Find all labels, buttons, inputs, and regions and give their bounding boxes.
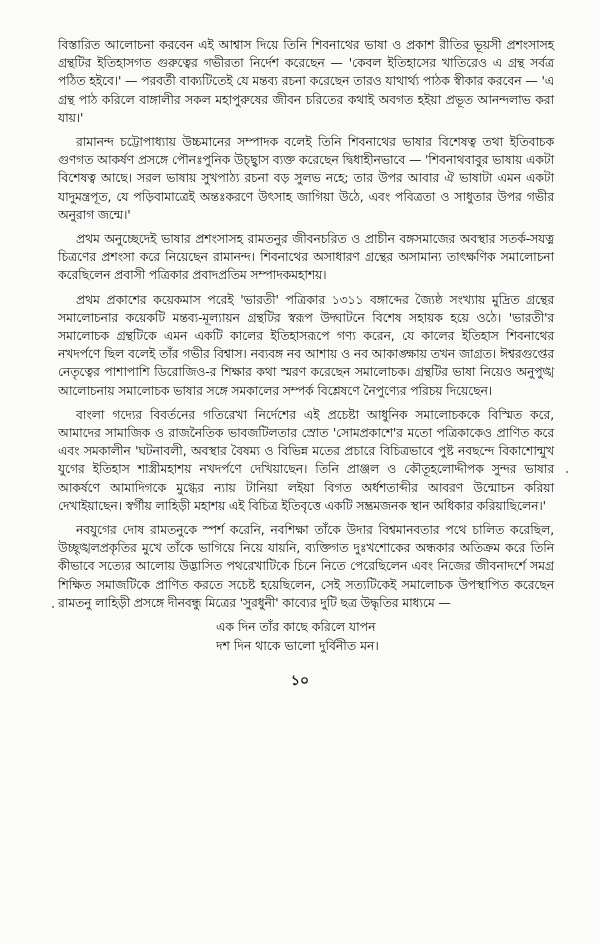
paragraph-4: প্রথম প্রকাশের কয়েকমাস পরেই 'ভারতী' পত্রিকার ১৩১১ বঙ্গাব্দের জ্যৈষ্ঠ সংখ্যায় মুদ্রিত গ্রন্থের সমালোচনার কয়েকটি মন্তব্য-মূল্যায়ন গ্রন্থটির স্বরূপ উদ্ঘাটনে বিশেষ সহায়ক হয়ে ওঠে। 'ভারতী'র সমালোচক গ্রন্থটিকে এমন একটি কালের ইতিহাসরূপে গণ্য করেন, যে কালের ইতিহাস শিবনাথের নখদর্পণে ছিল বলেই তাঁর গভীর বিশ্বাস। নব্যবঙ্গ নব আশায় ও নব আকাঙ্ক্ষায় তখন জাগ্রত। ঈশ্বরগুপ্তের নেতৃত্বের পাশাপাশি ডিরোজিও-র শিক্ষার কথা স্মরণ করেছেন সমালোচক। গ্রন্থটির ভাষা নিয়েও অনুপুঙ্খ আলোচনায় সমালোচক ভাষার সঙ্গে সমকালের সম্পর্ক বিশ্লেষণে নৈপুণ্যের পরিচয় দিয়েছেন। — [58, 291, 554, 398]
paragraph-2: রামানন্দ চট্টোপাধ্যায় উচ্চমানের সম্পাদক বলেই তিনি শিবনাথের ভাষার বিশেষত্ব তথা ইতিবাচক গুণগত আকর্ষণ প্রসঙ্গে পৌনঃপুনিক উচ্ছ্বাস ব্যক্ত করেছেন দ্বিধাহীনভাবে — 'শিবনাথবাবুর ভাষায় একটা বিশেষত্ব আছে। সরল ভাষায় সুখপাঠ্য রচনা বড় সুলভ নহে; তার উপর আবার ঐ ভাষাটা এমন একটা যাদুমন্ত্রপূত, যে পড়িবামাত্রেই অন্তঃকরণে উৎসাহ জাগিয়া উঠে, এবং পবিত্রতা ও সাধুতার উপর গভীর অনুরাগ জন্মে।' — [58, 134, 554, 222]
paragraph-6: নবযুগের দোষ রামতনুকে স্পর্শ করেনি, নবশিক্ষা তাঁকে উদার বিশ্বমানবতার পথে চালিত করেছিল, উচ্ছৃঙ্খলপ্রকৃতির মুখে তাঁকে ভাগিয়ে নিয়ে যায়নি, ব্যক্তিগত দুঃখশোকের অন্ধকার অতিক্রম করে তিনি কীভাবে সত্যের আলোয় উদ্ভাসিত পথরেখাটিকে চিনে নিতে পেরেছিলেন এবং নিজের জীবনাদর্শে সমগ্র শিক্ষিত সমাজটিকে প্রাণিত করতে সচেষ্ট হয়েছিলেন, সেই সত্যটিকেই সমালোচক উপস্থাপিত করেছেন রামতনু লাহিড়ী প্রসঙ্গে দীনবন্ধু মিত্রের 'সুরধুনী' কাব্যের দুটি ছত্র উদ্ধৃতির মাধ্যমে — — [58, 522, 554, 610]
verse-line-1: এক দিন তাঁর কাছে করিলে যাপন — [216, 619, 376, 635]
paragraph-1: বিস্তারিত আলোচনা করবেন এই আশ্বাস দিয়ে তিনি শিবনাথের ভাষা ও প্রকাশ রীতির ভূয়সী প্রশংসাসহ গ্রন্থটির ইতিহাসগত গুরুত্বের গভীরতা নির্দেশ করেছেন — 'কেবল ইতিহাসের খাতিরেও এ গ্রন্থ সর্বত্র পঠিত হইবে।' — পরবর্তী বাক্যটিতেই যে মন্তব্য রচনা করেছেন তারও যাথার্থ্য পাঠক স্বীকার করবেন — 'এ গ্রন্থ পাঠ করিলে বাঙ্গালীর সকল মহাপুরুষের জীবন চরিতের কথাই অবগত হইয়া প্রভূত আনন্দলাভ করা যায়।' — [58, 37, 554, 125]
paragraph-3: প্রথম অনুচ্ছেদেই ভাষার প্রশংসাসহ রামতনুর জীবনচরিত ও প্রাচীন বঙ্গসমাজের অবস্থার সতর্ক-সযত্ন চিত্রণের প্রশংসা করে নিয়েছেন রামানন্দ। শিবনাথের অসাধারণ গ্রন্থের অসামান্য তাৎক্ষণিক সমালোচনা করেছিলেন প্রবাসী পত্রিকার প্রবাদপ্রতিম সম্পাদকমহাশয়। — [58, 231, 554, 283]
page-number: ১০ — [290, 673, 310, 689]
paper-speck — [52, 606, 54, 608]
paragraph-5: বাংলা গদ্যের বিবর্তনের গতিরেখা নির্দেশের এই প্রচেষ্টা আধুনিক সমালোচককে বিস্মিত করে, আমাদের সামাজিক ও রাজনৈতিক ভাবজটিলতার স্রোত 'সোমপ্রকাশে'র মতো পত্রিকাকেও প্রাণিত করে এবং সমকালীন 'ঘটনাবলী, অবস্থার বৈষম্য ও বিভিন্ন মতের প্রচারে বিচিত্রভাবে পুষ্ট নবছন্দে বিকাশোন্মুখ যুগের ইতিহাস শাস্ত্রীমহাশয় নখদর্পণে দেখিয়াছেন। তিনি প্রাঞ্জল ও কৌতূহলোদ্দীপক সুন্দর ভাষার আকর্ষণে আমাদিগকে মুগ্ধের ন্যায় টানিয়া লইয়া বিগত অর্ধশতাব্দীর আবরণ উন্মোচন করিয়া দেখাইয়াছেন। স্বর্গীয় লাহিড়ী মহাশয় এই বিচিত্র ইতিবৃত্তে একটি সম্ভ্রমজনক স্থান অধিকার করিয়াছিলেন।' — [58, 406, 554, 513]
verse-line-2: দশ দিন থাকে ভালো দুর্বিনীত মন। — [216, 637, 379, 653]
paper-speck — [566, 471, 568, 473]
verse-quotation — [58, 618, 554, 655]
